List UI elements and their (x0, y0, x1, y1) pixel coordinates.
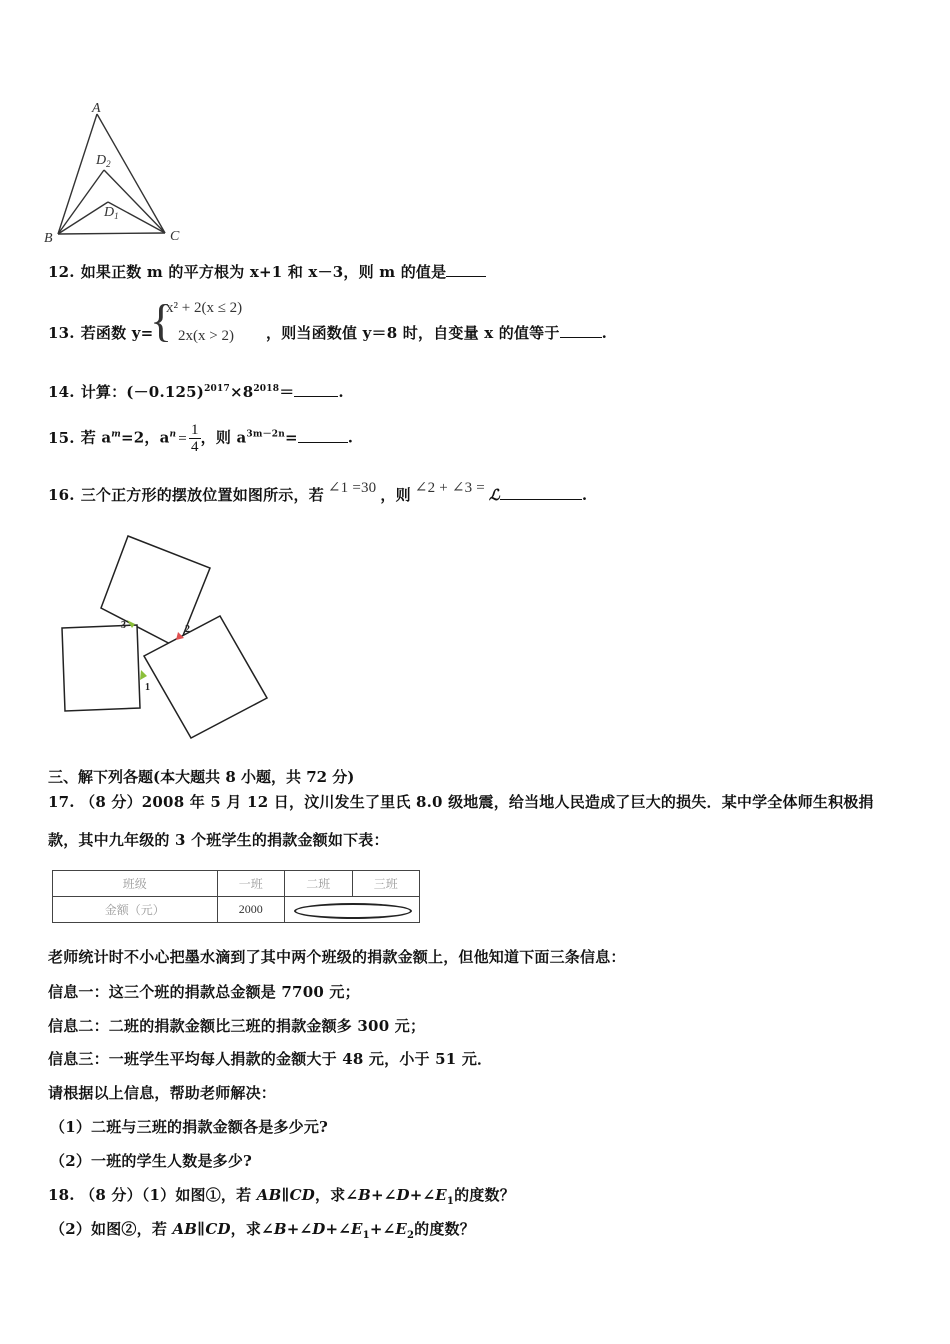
q16-mid: ，则 (380, 486, 411, 504)
q15-number: 15. (48, 428, 75, 447)
question-14 (48, 381, 344, 402)
q13-piece2: 2x(x > 2) (178, 328, 234, 344)
q14-number: 14. (48, 383, 75, 401)
q18-line2-end: 的度数？ (414, 1220, 475, 1238)
q18-line1-mid: ，求∠ (314, 1186, 359, 1204)
q18-line2-plus: +∠E (369, 1220, 407, 1238)
edge-AB (58, 114, 97, 234)
q13-prefix: 若函数 y= (80, 324, 154, 342)
q15-part3: ，则 a (200, 428, 247, 447)
q15-exp-target: 3m－2n (246, 429, 285, 440)
triangle-figure (40, 100, 200, 248)
q16-mark: ℒ (488, 486, 500, 504)
q18-line1-sub: 1 (446, 1196, 455, 1207)
q15-exp-n: n (169, 429, 177, 440)
q16-answer-blank[interactable] (500, 485, 582, 500)
table-row (53, 897, 420, 923)
label-1: 1 (145, 682, 150, 693)
q18-line1 (48, 1184, 515, 1207)
q13-suffix-line (266, 322, 607, 343)
angle-mark-1 (140, 670, 147, 680)
q15-part2: =2，a (120, 428, 170, 447)
q17-prompt: 请根据以上信息，帮助老师解决： (48, 1084, 277, 1102)
q18-line1-prefix: 18. （8 分）（1）如图①，若 (48, 1186, 257, 1204)
table-cell-class1: 2000 (217, 897, 284, 923)
q14-answer-blank[interactable] (294, 382, 338, 397)
q14-exp1: 2017 (204, 384, 230, 394)
q12-answer-blank[interactable] (446, 262, 486, 277)
table-header-cell: 三班 (352, 871, 420, 897)
label-B: B (44, 231, 53, 246)
q18-line1-rest: B+∠D+∠E (358, 1186, 447, 1204)
q14-exp2: 2018 (253, 384, 280, 394)
question-15: 15. 若 $a^m=2$，$a^n$ = $\frac{1}{4}$ ，则 $a^{3m-2n}=$ . (48, 422, 354, 455)
q16-prefix: 三个正方形的摆放位置如图所示，若 (80, 486, 324, 504)
q17-sub1: （1）二班与三班的捐款金额各是多少元? (50, 1118, 329, 1136)
table-header-cell: 班级 (53, 871, 218, 897)
label-3: 3 (121, 620, 126, 631)
section-3-title: 三、解下列各题(本大题共 8 小题，共 72 分) (48, 768, 355, 786)
q12-text: 如果正数 m 的平方根为 x+1 和 x－3，则 m 的值是 (80, 263, 447, 281)
table-header-cell: 二班 (285, 871, 352, 897)
q15-frac-top: 1 (190, 422, 199, 438)
label-C: C (170, 229, 180, 244)
q14-end: . (338, 383, 344, 401)
q18-line2-rest: B+∠D+∠E (273, 1220, 363, 1238)
q17-line1: 17. （8 分）2008 年 5 月 12 日，汶川发生了里氏 8.0 级地震，给当地人民造成了巨大的损失．某中学全体师生积极捐 (48, 793, 874, 811)
q18-line1-end: 的度数？ (454, 1186, 515, 1204)
edge-BD2 (58, 170, 104, 234)
q13-answer-blank[interactable] (560, 323, 602, 338)
q16-end: . (581, 486, 588, 504)
table-cell-class3-ink (352, 897, 420, 923)
q14-mid: ×8 (229, 383, 254, 401)
q16-angle-ask: ∠2 + ∠3 = (414, 480, 485, 496)
q17-line2: 款，其中九年级的 3 个班学生的捐款金额如下表： (48, 831, 389, 849)
q15-frac-bot: 4 (190, 439, 199, 455)
q13-end: . (601, 324, 608, 342)
q12-number: 12. (48, 263, 75, 281)
question-13 (48, 322, 153, 343)
q17-info2: 信息二：二班的捐款金额比三班的捐款金额多 300 元； (48, 1017, 426, 1035)
question-12 (48, 261, 486, 282)
q17-info3: 信息三：一班学生平均每人捐款的金额大于 48 元，小于 51 元． (48, 1050, 493, 1068)
table-header-cell: 一班 (217, 871, 284, 897)
question-16 (48, 480, 588, 505)
q15-prefix: 若 a (80, 428, 112, 447)
q14-suffix: ＝ (279, 383, 295, 401)
q15-suffix: = (284, 428, 298, 447)
table-cell-label: 金额（元） (53, 897, 218, 923)
q14-prefix: 计算：(－0.125) (80, 383, 205, 401)
q15-end: . (347, 428, 354, 447)
squares-figure (55, 530, 275, 745)
q13-brace: { (150, 295, 173, 346)
edge-BC (58, 233, 165, 234)
label-2: 2 (185, 624, 190, 635)
q13-piece1: x² + 2(x ≤ 2) (166, 300, 243, 316)
q18-line1-math: AB∥CD (256, 1186, 315, 1204)
table-header-row (53, 871, 420, 897)
ink-blot (294, 903, 412, 919)
q15-fraction (189, 422, 201, 455)
q18-line2-mid: ，求∠ (230, 1220, 274, 1238)
edge-BD1 (58, 202, 108, 234)
label-D1: $D_1$ (104, 205, 119, 221)
q16-angle-given: ∠1 =30 (327, 480, 377, 496)
label-A: A (92, 101, 101, 116)
label-D2: $D_2$ (96, 153, 111, 169)
q16-number: 16. (48, 486, 75, 504)
square-left (62, 625, 140, 711)
q17-sub2: （2）一班的学生人数是多少? (50, 1152, 253, 1170)
q18-line2-sub2: 2 (406, 1230, 415, 1241)
q13-number: 13. (48, 324, 75, 342)
q15-answer-blank[interactable] (298, 428, 348, 443)
q17-line3: 老师统计时不小心把墨水滴到了其中两个班级的捐款金额上，但他知道下面三条信息： (48, 948, 626, 966)
q15-exp-m: m (111, 429, 121, 440)
q13-suffix: ，则当函数值 y＝8 时，自变量 x 的值等于 (266, 324, 560, 342)
q18-line2-math: AB∥CD (172, 1220, 231, 1238)
q18-line2-sub1: 1 (362, 1230, 370, 1241)
q17-info1: 信息一：这三个班的捐款总金额是 7700 元； (48, 983, 360, 1001)
q18-line2 (50, 1218, 475, 1241)
q18-line2-prefix: （2）如图②，若 (50, 1220, 173, 1238)
donation-table (52, 870, 420, 923)
